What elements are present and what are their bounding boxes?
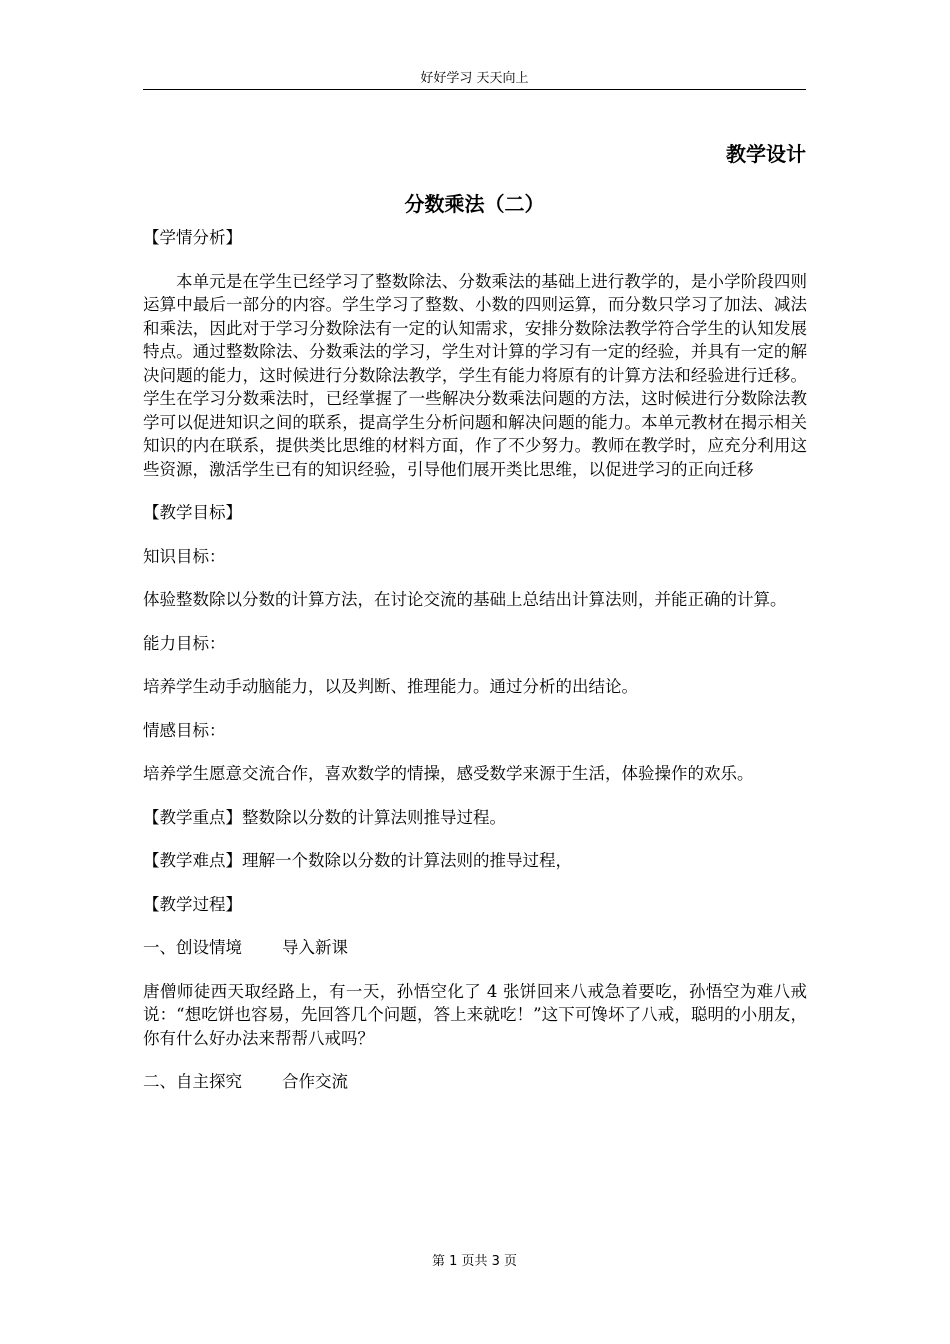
- page-footer: 第 1 页共 3 页: [431, 1254, 518, 1269]
- ability-goal-text: 培养学生动手动脑能力，以及判断、推理能力。通过分析的出结论。: [143, 677, 638, 696]
- document-title: 分数乘法（二）: [404, 192, 545, 216]
- step-one-heading: [143, 936, 807, 960]
- step-two-subtitle: 合作交流: [282, 1072, 348, 1091]
- key-point: 【教学重点】整数除以分数的计算法则推导过程。: [143, 807, 506, 827]
- analysis-paragraph: 本单元是在学生已经学习了整数除法、分数乘法的基础上进行教学的，是小学阶段四则运算中最后一部分的内容。学生学习了整数、小数的四则运算，而分数只学习了加法、减法和乘法，因此对于学习分数除法有一定的认知需求，安排分数除法教学符合学生的认知发展特点。通过整数除法、分数乘法的学习，学生对计算的学习有一定的经验，并具有一定的解决问题的能力，这时候进行分数除法教学，学生有能力将原有的计算方法和经验进行迁移。学生在学习分数乘法时，已经掌握了一些解决分数乘法问题的方法，这时候进行分数除法教学可以促进知识之间的联系，提高学生分析问题和解决问题的能力。本单元教材在揭示相关知识的内在联系，提供类比思维的材料方面，作了不少努力。教师在教学时，应充分利用这些资源，激活学生已有的知识经验，引导他们展开类比思维，以促进学习的正向迁移: [143, 271, 807, 479]
- document-body: [143, 226, 807, 1094]
- analysis-heading: 【学情分析】: [143, 228, 242, 247]
- page-header: 好好学习 天天向上: [143, 70, 806, 90]
- design-title: 教学设计: [726, 142, 806, 166]
- goals-heading: 【教学目标】: [143, 503, 242, 522]
- step-one-subtitle: 导入新课: [282, 938, 348, 957]
- emotion-goal-text: 培养学生愿意交流合作，喜欢数学的情操，感受数学来源于生活，体验操作的欢乐。: [143, 764, 754, 783]
- emotion-goal-label: 情感目标：: [143, 720, 226, 740]
- knowledge-goal-text: 体验整数除以分数的计算方法，在讨论交流的基础上总结出计算法则，并能正确的计算。: [143, 590, 787, 609]
- story-paragraph: 唐僧师徒西天取经路上，有一天，孙悟空化了 4 张饼回来八戒急着要吃，孙悟空为难八戒说：“想吃饼也容易，先回答几个问题，答上来就吃！”这下可馋坏了八戒，聪明的小朋友，你有什么好办法来帮帮八戒吗？: [143, 981, 807, 1048]
- process-heading: 【教学过程】: [143, 894, 242, 914]
- knowledge-goal-label: 知识目标：: [143, 546, 226, 566]
- step-two-title: 二、自主探究: [143, 1072, 242, 1091]
- step-one-title: 一、创设情境: [143, 938, 242, 957]
- step-two-heading: [143, 1070, 807, 1094]
- ability-goal-label: 能力目标：: [143, 633, 226, 653]
- difficulty-point: 【教学难点】理解一个数除以分数的计算法则的推导过程，: [143, 851, 572, 870]
